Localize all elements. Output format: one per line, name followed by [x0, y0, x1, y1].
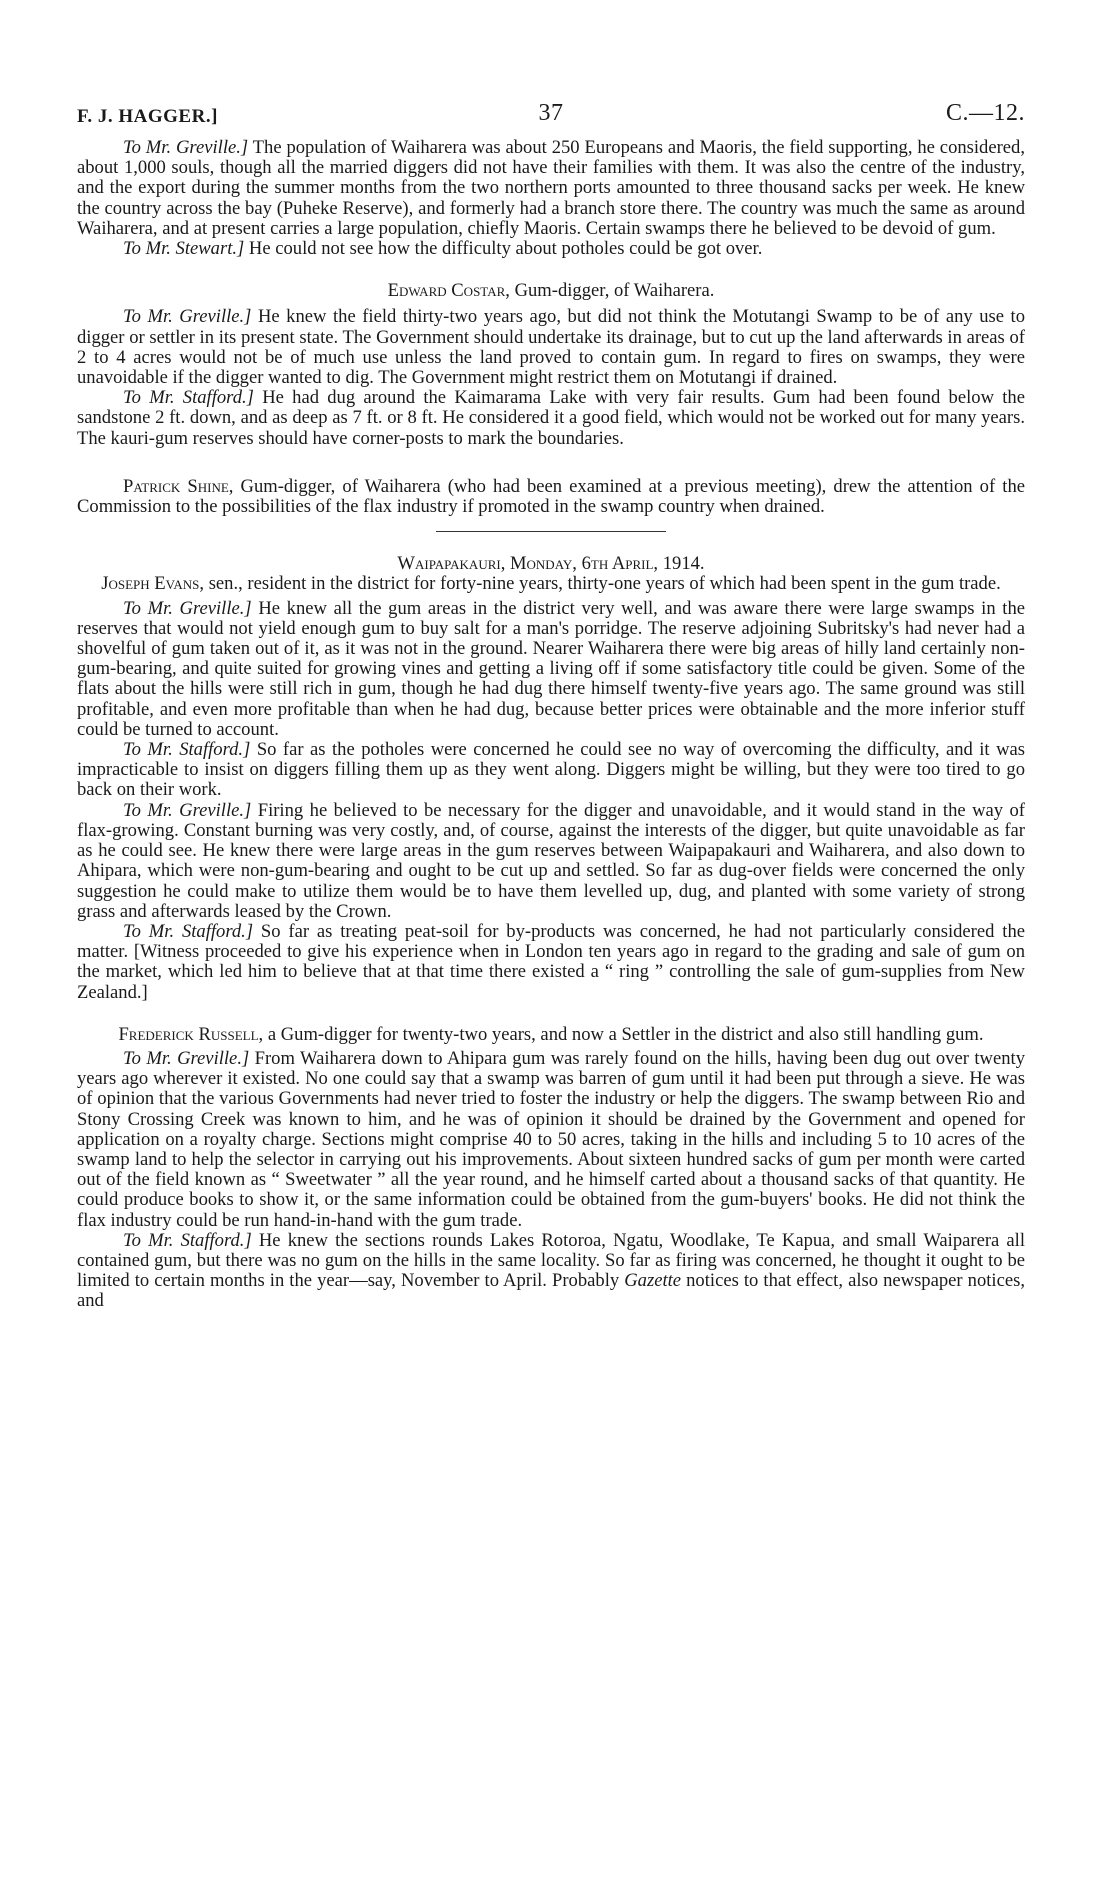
witness-description: , Gum-digger, of Waiharera. — [505, 280, 715, 302]
paragraph-text: He knew all the gum areas in the district very well, and was aware there were large swamps in the reserves that would not yield enough gum to buy salt for a man's porridge. The reserve adjoining Subritsky's had never had a shovelful of gum taken out of it, as it was not in the ground. Nearer Waiharera there were big areas of hilly land certainly non-gum-bearing, and quite suited for growing vines and getting a living off if some satisfactory title could be given. Some of the flats about the hills were still rich in gum, though he had dug there himself twenty-five years ago. The same ground was still profitable, and even more profitable than when he had dug, because better prices were obtainable and the more inferior stuff could be turned to account. — [77, 597, 1025, 740]
paragraph — [77, 239, 1025, 259]
witness-heading — [77, 1025, 1025, 1045]
page-number: 37 — [538, 100, 564, 126]
witness-name: Frederick Russell — [118, 1023, 259, 1045]
paragraph-text: He knew the field thirty-two years ago, but did not think the Motutangi Swamp to be of any use to digger or settler in its present state. The Government should undertake its drainage, but to cut up the land afterwards in areas of 2 to 4 acres would not be of much use unless the land proved to contain gum. In regard to fires on swamps, they were unavoidable if the digger wanted to dig. The Government might restrict them on Motutangi if drained. — [77, 306, 1025, 389]
questioner: To Mr. Stafford.] — [123, 387, 254, 409]
paragraph-text: Firing he believed to be necessary for the digger and unavoidable, and it would stand in the way of flax-growing. Constant burning was very costly, and, of course, against the interests of the digger, but quite unavoidable as far as he could see. He knew there were large areas in the gum reserves between Waipapakauri and Waiharera, and also down to Ahipara, which were non-gum-bearing and ought to be cut up and settled. So far as dug-over fields were concerned the only suggestion he could make to utilize them would be to have them levelled up, dug, and planted with some variety of strong grass and afterwards leased by the Crown. — [77, 799, 1026, 922]
paragraph — [77, 477, 1025, 517]
paragraph — [77, 922, 1025, 1003]
questioner: To Mr. Stewart.] — [123, 238, 245, 260]
paragraph-text: notices to that effect, also newspaper notices, and — [77, 1270, 1025, 1312]
paragraph — [77, 1231, 1025, 1312]
gazette-reference: Gazette — [624, 1270, 682, 1292]
document-page — [77, 98, 1025, 1312]
paragraph — [77, 740, 1025, 801]
witness-name: Patrick Shine — [123, 475, 229, 497]
paragraph-text: He could not see how the difficulty about potholes could be got over. — [248, 238, 763, 260]
paragraph-text: He knew the sections rounds Lakes Rotoroa, Ngatu, Woodlake, Te Kapua, and small Waiparera all contained gum, but there was no gum on the hills in the same locality. So far as firing was concerned, he thought it ought to be limited to certain months in the year—say, November to April. Probably — [77, 1229, 1026, 1292]
sitting-date-heading: Waipapakauri, Monday, 6th April, 1914. — [397, 553, 705, 575]
witness-name: Edward Costar — [387, 280, 506, 302]
paragraph — [77, 599, 1025, 740]
paragraph-text: The population of Waiharera was about 250 Europeans and Maoris, the field supporting, he considered, about 1,000 souls, though all the married diggers did not have their families with them. It was also the centre of the industry, and the export during the summer months from the two northern ports amounted to three thousand sacks per week. He knew the country across the bay (Puheke Reserve), and formerly had a branch store there. The country was much the same as around Waiharera, and at present carries a large population, chiefly Maoris. Certain swamps there he believed to be devoid of gum. — [77, 137, 1025, 239]
paragraph — [77, 138, 1025, 239]
running-header — [77, 98, 1025, 138]
questioner: To Mr. Greville.] — [123, 137, 249, 158]
paragraph — [77, 801, 1025, 922]
paragraph-text: So far as the potholes were concerned he could see no way of overcoming the difficulty, and it was impracticable to insist on diggers filling them up as they went along. Diggers might be willing, but they were too tired to go back on their work. — [77, 739, 1025, 801]
questioner: To Mr. Stafford.] — [123, 739, 251, 761]
witness-description: , a Gum-digger for twenty-two years, and now a Settler in the district and also still handling gum. — [258, 1023, 984, 1045]
questioner: To Mr. Greville.] — [123, 597, 252, 619]
paragraph-text: He had dug around the Kaimarama Lake with very fair results. Gum had been found below the sandstone 2 ft. down, and as deep as 7 ft. or 8 ft. He considered it a good field, which would not be worked out for many years. The kauri-gum reserves should have corner-posts to mark the boundaries. — [77, 387, 1025, 449]
paragraph-text: , Gum-digger, of Waiharera (who had been examined at a previous meeting), drew the attention of the Commission to the possibilities of the flax industry if promoted in the swamp country when drained. — [77, 475, 1025, 518]
questioner: To Mr. Greville.] — [123, 306, 252, 328]
document-reference: C.—12. — [945, 100, 1025, 126]
questioner: To Mr. Greville.] — [123, 1047, 250, 1069]
header-author: F. J. HAGGER.] — [77, 106, 218, 127]
questioner: To Mr. Greville.] — [123, 799, 252, 821]
witness-name: Joseph Evans — [101, 573, 200, 595]
questioner: To Mr. Stafford.] — [123, 1229, 252, 1251]
paragraph-text: From Waiharera down to Ahipara gum was rarely found on the hills, having been dug out over twenty years ago wherever it existed. No one could say that a swamp was barren of gum until it had been put through a sieve. He was of opinion that the various Governments had never tried to foster the industry or help the diggers. The swamp between Rio and Stony Crossing Creek was known to him, and he was of opinion it should be drained by the Government and opened for application on a royalty charge. Sections might comprise 40 to 50 acres, taking in the hills and including 5 to 10 acres of the swamp land to help the selector in carrying out his improvements. About sixteen hundred sacks of gum per month were carted out of the field known as “ Sweetwater ” all the year round, and he himself carted about a thousand sacks of that quantity. He could produce books to show it, or the same information could be obtained from the gum-buyers' books. He did not think the flax industry could be run hand-in-hand with the gum trade. — [77, 1047, 1025, 1231]
paragraph — [77, 307, 1025, 388]
witness-heading — [77, 574, 1025, 594]
questioner: To Mr. Stafford.] — [123, 920, 254, 942]
paragraph — [77, 388, 1025, 449]
witness-heading — [77, 281, 1025, 301]
paragraph-text: So far as treating peat-soil for by-products was concerned, he had not particularly considered the matter. [Witness proceeded to give his experience when in London ten years ago in regard to the grading and sale of gum on the market, which led him to believe that at that time there existed a “ ring ” controlling the sale of gum-supplies from New Zealand.] — [77, 920, 1025, 1003]
witness-description: , sen., resident in the district for forty-nine years, thirty-one years of which had been spent in the gum trade. — [199, 573, 1001, 595]
paragraph — [77, 1049, 1025, 1231]
